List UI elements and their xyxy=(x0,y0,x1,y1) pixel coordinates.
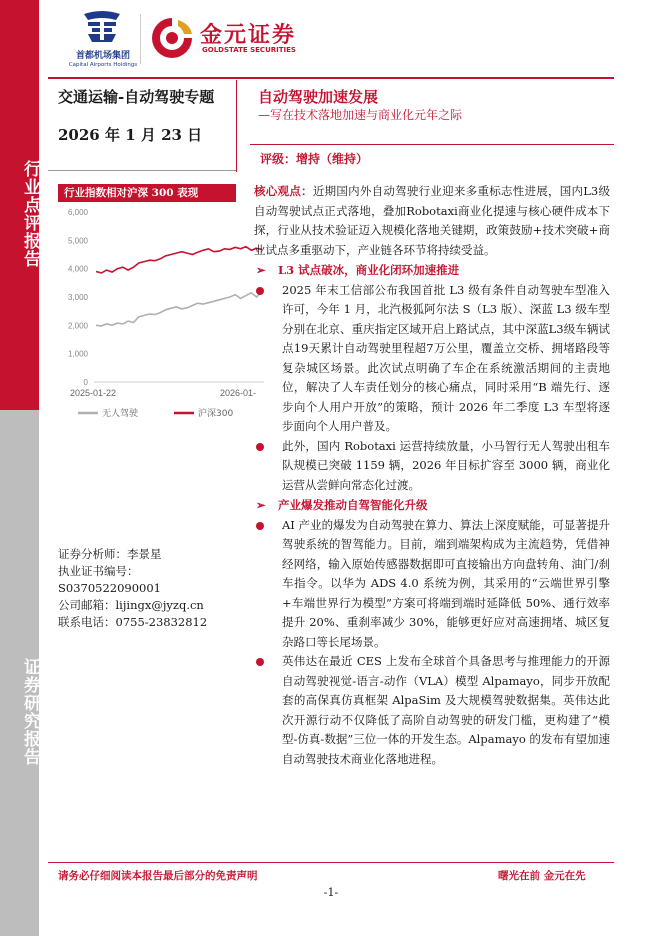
list-item xyxy=(254,652,610,769)
legend-label: 沪深300 xyxy=(198,409,234,419)
chart-header: 行业指数相对沪深 300 表现 xyxy=(58,184,236,202)
bullet-text: 2025 年末工信部公布我国首批 L3 级有条件自动驾驶车型准入许可，今年 1 月，北汽极狐阿尔法 S（L3 版）、深蓝 L3 级车型分别在北京、重庆指定区域开启上路试点，其中深蓝L3级车辆试点19天累计自动驾驶里程超7万公里，覆盖立交桥、拥堵路段等复杂城区场景。此次试点明确了车企在系统激活期间的主责地位，解决了人车责任划分的核心痛点，同时采用“B 端先行、逐步向个人用户开放”的策略，预计 2026 年二季度 L3 车型将逐步面向个人用户普及。 xyxy=(282,282,610,433)
header-vertical-divider xyxy=(236,80,237,172)
sidebar-research-label: 证券研究报告 xyxy=(20,658,40,766)
bullet-dot-icon xyxy=(256,522,264,530)
y-tick-label: 0 xyxy=(83,378,88,387)
footer-slogan: 曙光在前 金元在先 xyxy=(498,870,586,882)
x-tick-label: 2026-01- xyxy=(220,388,257,398)
y-tick-label: 5,000 xyxy=(67,236,88,246)
header-rule xyxy=(48,77,614,79)
rating-rule xyxy=(250,144,614,145)
goldstate-logo xyxy=(150,14,310,64)
y-tick-label: 4,000 xyxy=(67,264,88,274)
section-heading-l3 xyxy=(254,261,610,281)
section-heading-ai xyxy=(254,496,610,516)
goldstate-name: 金元证券 xyxy=(200,23,297,48)
analyst-name: 证券分析师：李景星 xyxy=(58,547,162,561)
footer-rule xyxy=(48,862,614,863)
logo-divider xyxy=(140,14,141,64)
analyst-license-number: S0370522090001 xyxy=(58,581,161,595)
industry-title: 交通运输-自动驾驶专题 xyxy=(58,88,215,106)
chart-svg xyxy=(58,202,270,422)
x-tick-label: 2025-01-22 xyxy=(70,388,117,398)
goldstate-emblem-icon xyxy=(150,16,194,60)
bullet-text: 此外，国内 Robotaxi 运营持续放量，小马智行无人驾驶出租车队规模已突破 1159 辆，2026 年目标扩容至 3000 辆，商业化运营从尝鲜向常态化过渡。 xyxy=(282,438,610,492)
capital-airports-name: 首都机场集团 xyxy=(75,51,130,61)
core-view-label: 核心观点： xyxy=(254,184,313,198)
analyst-email[interactable]: 公司邮箱：lijingx@jyzq.cn xyxy=(58,598,204,612)
sidebar-report-type: 行业点评报告 xyxy=(20,160,40,268)
legend-label: 无人驾驶 xyxy=(102,409,139,419)
report-body xyxy=(254,182,610,769)
analyst-license-label: 执业证书编号： xyxy=(58,564,139,578)
section-title: 产业爆发推动自驾智能化升级 xyxy=(278,498,428,512)
y-tick-label: 2,000 xyxy=(67,321,88,331)
page-subtitle: —写在技术落地加速与商业化元年之际 xyxy=(258,108,463,122)
page-title: 自动驾驶加速发展 xyxy=(258,88,379,106)
capital-airports-name-en: Capital Airports Holdings xyxy=(68,62,138,68)
analyst-phone: 联系电话：0755-23832812 xyxy=(58,615,208,629)
list-item xyxy=(254,281,610,437)
core-view-text: 近期国内外自动驾驶行业迎来多重标志性进展，国内L3级自动驾驶试点正式落地，叠加Robotaxi商业化提速与核心硬件成本下探，行业从技术验证迈入规模化落地关键期，政策鼓励+技术突破+商业试点多重驱动下，产业链各环节将持续受益。 xyxy=(254,184,611,257)
bullet-dot-icon xyxy=(256,658,264,666)
bullet-text: 英伟达在最近 CES 上发布全球首个具备思考与推理能力的开源自动驾驶视觉-语言-动作（VLA）模型 Alpamayo，同步开放配套的高保真仿真框架 AlpaSim 及大规模驾驶数据集。英伟达此次开源行动不仅降低了高阶自动驾驶的研发门槛，更构建了“模型-仿真-数据”三位一体的开发生态。Alpamayo 的发布有望加速自动驾驶技术商业化落地进程。 xyxy=(282,654,610,766)
bullet-dot-icon xyxy=(256,443,264,451)
bullet-text: AI 产业的爆发为自动驾驶在算力、算法上深度赋能，可显著提升驾驶系统的智驾能力。目前，端到端架构成为主流趋势，凭借神经网络，输入原始传感器数据即可直接输出方向盘转角、油门/刹车指令。以华为 ADS 4.0 系统为例，其采用的“云端世界引擎+车端世界行为模型”方案可将端到端时延降低 50%、通行效率提升 20%、重刹率减少 30%，能够更好应对高速拥堵、城区复杂路口等长尾场景。 xyxy=(282,517,610,649)
capital-airports-logo xyxy=(68,10,138,80)
rating-label: 评级：增持（维持） xyxy=(260,152,369,166)
list-item xyxy=(254,516,610,653)
series-line-autonomous xyxy=(96,291,262,326)
capital-airports-emblem-icon xyxy=(82,10,122,44)
series-line-csi300 xyxy=(96,247,262,273)
goldstate-name-en: GOLDSTATE SECURITIES xyxy=(202,46,296,54)
bullet-dot-icon xyxy=(256,287,264,295)
section-title: L3 试点破冰，商业化闭环加速推进 xyxy=(278,263,460,277)
analyst-info xyxy=(58,546,207,631)
page-number: -1- xyxy=(323,886,339,899)
y-tick-label: 3,000 xyxy=(67,293,88,302)
y-tick-label: 1,000 xyxy=(67,349,88,359)
report-date: 2026 年 1 月 23 日 xyxy=(58,126,203,144)
index-performance-chart xyxy=(58,202,270,422)
core-view-paragraph xyxy=(254,182,610,260)
section-arrow-icon: ➢ xyxy=(256,498,266,512)
footer-disclaimer[interactable]: 请务必仔细阅读本报告最后部分的免责声明 xyxy=(58,870,258,882)
list-item xyxy=(254,437,610,496)
left-info-rule xyxy=(48,170,236,171)
section-arrow-icon: ➢ xyxy=(256,263,266,277)
y-tick-label: 6,000 xyxy=(67,208,88,217)
